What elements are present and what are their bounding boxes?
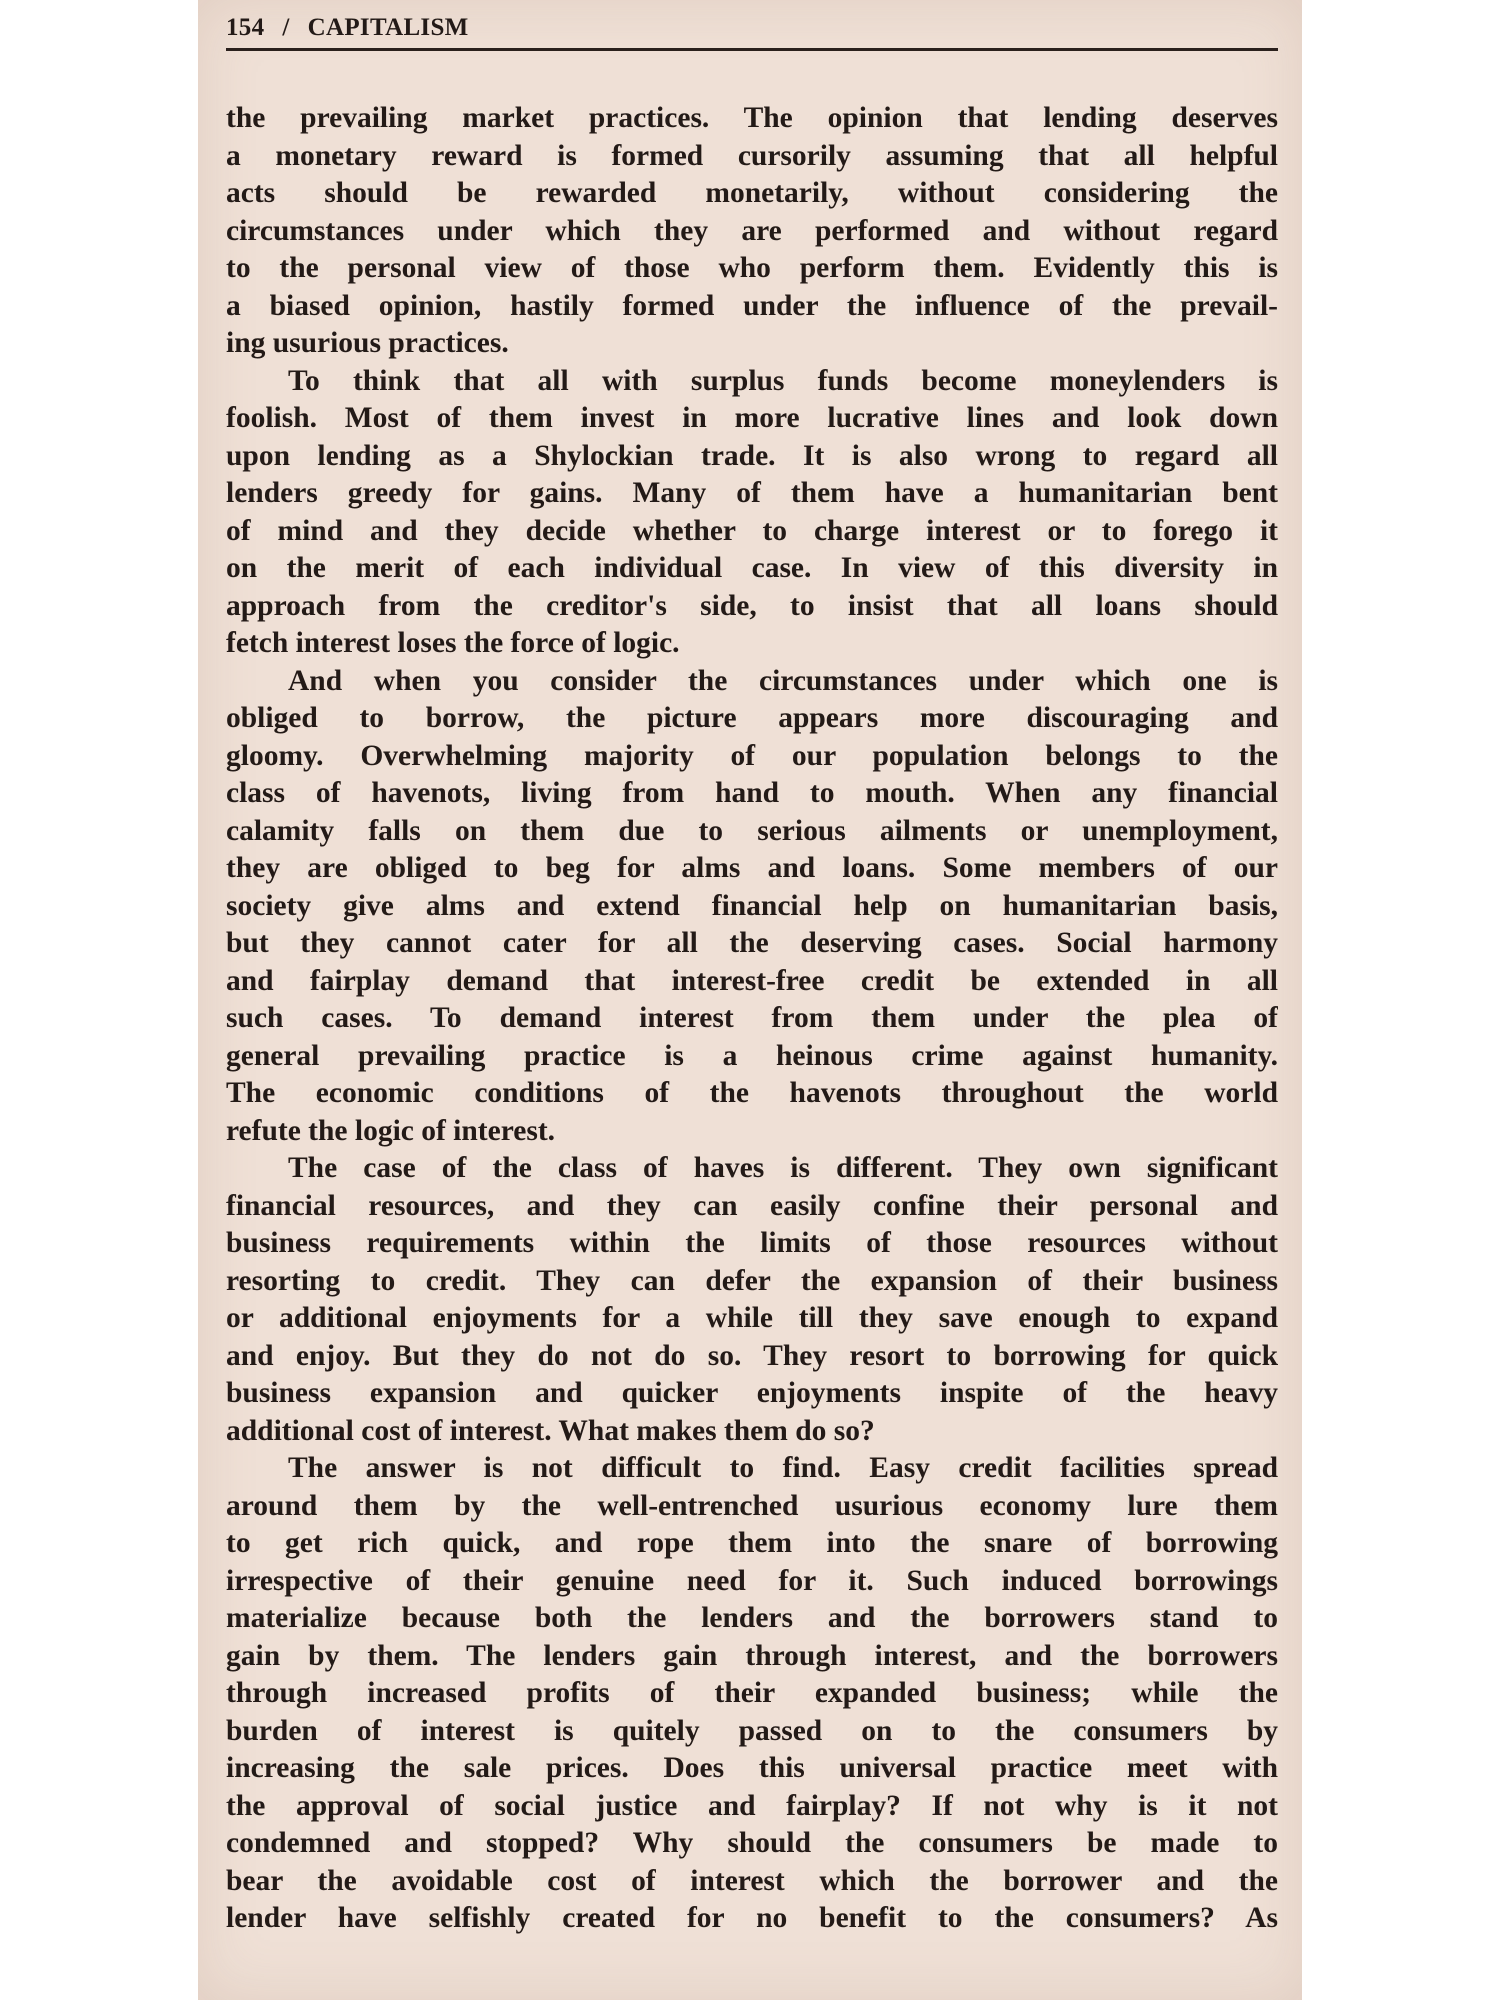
text-line: resorting to credit. They can defer the expansion of their business	[226, 1264, 1278, 1297]
text-line: To think that all with surplus funds become moneylenders is	[288, 364, 1278, 397]
paragraph	[226, 1450, 1278, 1938]
text-line: or additional enjoyments for a while till they save enough to expand	[226, 1302, 1278, 1334]
text-line: and enjoy. But they do not do so. They resort to borrowing for quick	[226, 1339, 1278, 1372]
page-number: 154	[226, 14, 265, 41]
text-line: on the merit of each individual case. In view of this diversity in	[226, 552, 1278, 584]
text-line: additional cost of interest. What makes them do so?	[226, 1414, 875, 1447]
text-line: to get rich quick, and rope them into the snare of borrowing	[226, 1527, 1278, 1559]
text-line: obliged to borrow, the picture appears more discouraging and	[226, 702, 1278, 734]
header-separator: /	[282, 14, 290, 41]
text-line: they are obliged to beg for alms and loans. Some members of our	[226, 852, 1278, 884]
text-line: to the personal view of those who perform them. Evidently this is	[226, 252, 1278, 284]
text-line: a biased opinion, hastily formed under the influence of the prevail-	[226, 289, 1278, 322]
paragraph	[226, 1150, 1278, 1450]
text-line: gloomy. Overwhelming majority of our population belongs to the	[226, 739, 1278, 772]
text-line: calamity falls on them due to serious ailments or unemployment,	[226, 814, 1278, 847]
text-line: The economic conditions of the havenots throughout the world	[226, 1077, 1278, 1109]
text-line: bear the avoidable cost of interest which the borrower and the	[226, 1864, 1278, 1897]
chapter-title: CAPITALISM	[307, 14, 469, 41]
text-line: burden of interest is quitely passed on to the consumers by	[226, 1714, 1278, 1747]
text-line: around them by the well-entrenched usurious economy lure them	[226, 1489, 1278, 1522]
text-line: the prevailing market practices. The opinion that lending deserves	[226, 102, 1278, 134]
paragraph	[226, 100, 1278, 363]
text-line: a monetary reward is formed cursorily assuming that all helpful	[226, 139, 1278, 172]
text-line: And when you consider the circumstances under which one is	[288, 664, 1278, 697]
running-header	[226, 8, 1278, 51]
text-line: acts should be rewarded monetarily, without considering the	[226, 177, 1278, 209]
text-line: such cases. To demand interest from them under the plea of	[226, 1002, 1278, 1034]
text-line: business requirements within the limits of those resources without	[226, 1227, 1278, 1259]
text-line: increasing the sale prices. Does this universal practice meet with	[226, 1752, 1278, 1784]
body-text	[226, 100, 1278, 1938]
text-line: financial resources, and they can easily confine their personal and	[226, 1189, 1278, 1222]
text-line: irrespective of their genuine need for it. Such induced borrowings	[226, 1564, 1278, 1597]
text-line: lender have selfishly created for no benefit to the consumers? As	[226, 1902, 1278, 1934]
text-line: ing usurious practices.	[226, 327, 509, 359]
scanned-page	[198, 0, 1302, 2000]
text-line: approach from the creditor's side, to insist that all loans should	[226, 589, 1278, 622]
text-line: circumstances under which they are performed and without regard	[226, 214, 1278, 247]
text-line: fetch interest loses the force of logic.	[226, 627, 680, 659]
text-line: and fairplay demand that interest-free credit be extended in all	[226, 964, 1278, 997]
text-line: The answer is not difficult to find. Easy credit facilities spread	[288, 1452, 1278, 1484]
text-line: of mind and they decide whether to charge interest or to forego it	[226, 514, 1278, 547]
text-line: foolish. Most of them invest in more lucrative lines and look down	[226, 402, 1278, 434]
text-line: society give alms and extend financial help on humanitarian basis,	[226, 889, 1278, 922]
text-line: lenders greedy for gains. Many of them have a humanitarian bent	[226, 477, 1278, 509]
book-page	[226, 8, 1278, 2000]
text-line: The case of the class of haves is different. They own significant	[288, 1152, 1278, 1184]
text-line: materialize because both the lenders and the borrowers stand to	[226, 1602, 1278, 1634]
text-line: class of havenots, living from hand to mouth. When any financial	[226, 777, 1278, 809]
paragraph	[226, 363, 1278, 663]
paragraph	[226, 663, 1278, 1151]
text-line: refute the logic of interest.	[226, 1114, 556, 1147]
text-line: the approval of social justice and fairplay? If not why is it not	[226, 1789, 1278, 1822]
text-line: upon lending as a Shylockian trade. It is also wrong to regard all	[226, 439, 1278, 472]
text-line: gain by them. The lenders gain through interest, and the borrowers	[226, 1639, 1278, 1672]
text-line: business expansion and quicker enjoyments inspite of the heavy	[226, 1377, 1278, 1409]
text-line: condemned and stopped? Why should the consumers be made to	[226, 1827, 1278, 1859]
text-line: through increased profits of their expanded business; while the	[226, 1677, 1278, 1709]
text-line: but they cannot cater for all the deserving cases. Social harmony	[226, 927, 1278, 959]
text-line: general prevailing practice is a heinous crime against humanity.	[226, 1039, 1278, 1072]
